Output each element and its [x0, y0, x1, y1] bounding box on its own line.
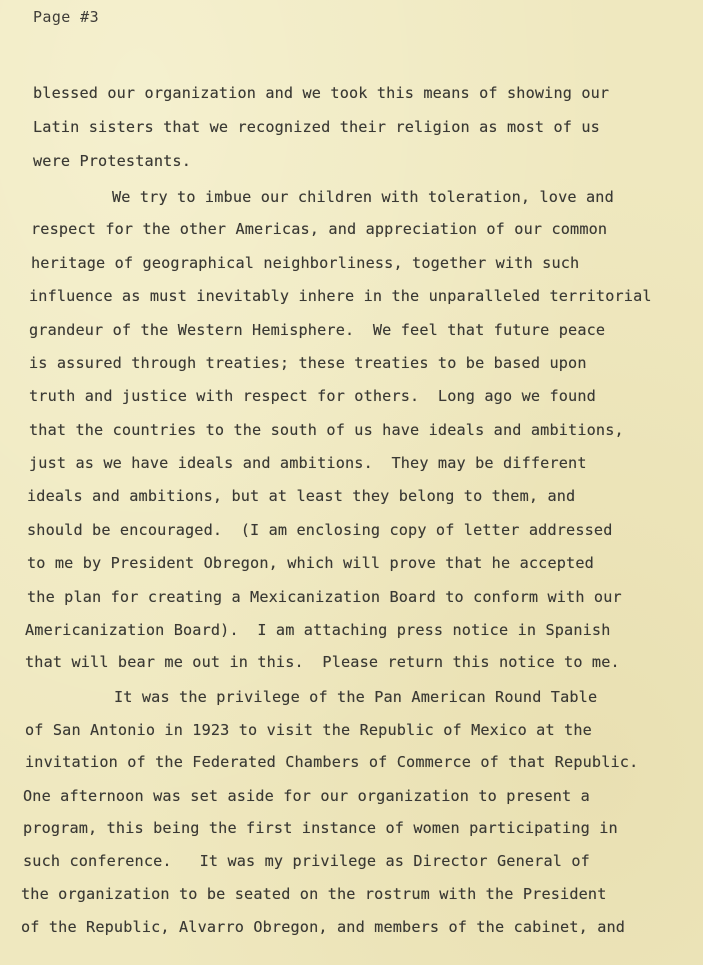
- text-line: We try to imbue our children with toleration, love and: [112, 188, 614, 206]
- text-line: influence as must inevitably inhere in the unparalleled territorial: [29, 287, 652, 305]
- text-line: heritage of geographical neighborliness, together with such: [31, 254, 580, 272]
- text-line: the organization to be seated on the rostrum with the President: [21, 885, 607, 903]
- text-line: One afternoon was set aside for our organization to present a: [23, 787, 590, 805]
- text-line: such conference. It was my privilege as Director General of: [23, 852, 590, 870]
- text-line: It was the privilege of the Pan American Round Table: [114, 688, 598, 706]
- text-line: the plan for creating a Mexicanization Board to conform with our: [27, 588, 622, 606]
- text-line: program, this being the first instance of women participating in: [23, 819, 618, 837]
- page-number-header: Page #3: [33, 8, 100, 26]
- text-line: ideals and ambitions, but at least they belong to them, and: [27, 487, 576, 505]
- text-line: should be encouraged. (I am enclosing copy of letter addressed: [27, 521, 613, 539]
- text-line: Americanization Board). I am attaching press notice in Spanish: [25, 621, 611, 639]
- text-line: were Protestants.: [33, 152, 191, 170]
- text-line: respect for the other Americas, and appreciation of our common: [31, 220, 608, 238]
- text-line: Latin sisters that we recognized their religion as most of us: [33, 118, 600, 136]
- text-line: invitation of the Federated Chambers of Commerce of that Republic.: [25, 753, 639, 771]
- text-line: grandeur of the Western Hemisphere. We feel that future peace: [29, 321, 606, 339]
- text-line: to me by President Obregon, which will prove that he accepted: [27, 554, 594, 572]
- text-line: of the Republic, Alvarro Obregon, and members of the cabinet, and: [21, 918, 626, 936]
- text-line: of San Antonio in 1923 to visit the Republic of Mexico at the: [25, 721, 592, 739]
- text-line: truth and justice with respect for others. Long ago we found: [29, 387, 596, 405]
- text-line: that the countries to the south of us have ideals and ambitions,: [29, 421, 624, 439]
- text-line: is assured through treaties; these treaties to be based upon: [29, 354, 587, 372]
- text-line: that will bear me out in this. Please return this notice to me.: [25, 653, 620, 671]
- text-line: blessed our organization and we took this means of showing our: [33, 84, 610, 102]
- text-line: just as we have ideals and ambitions. They may be different: [29, 454, 587, 472]
